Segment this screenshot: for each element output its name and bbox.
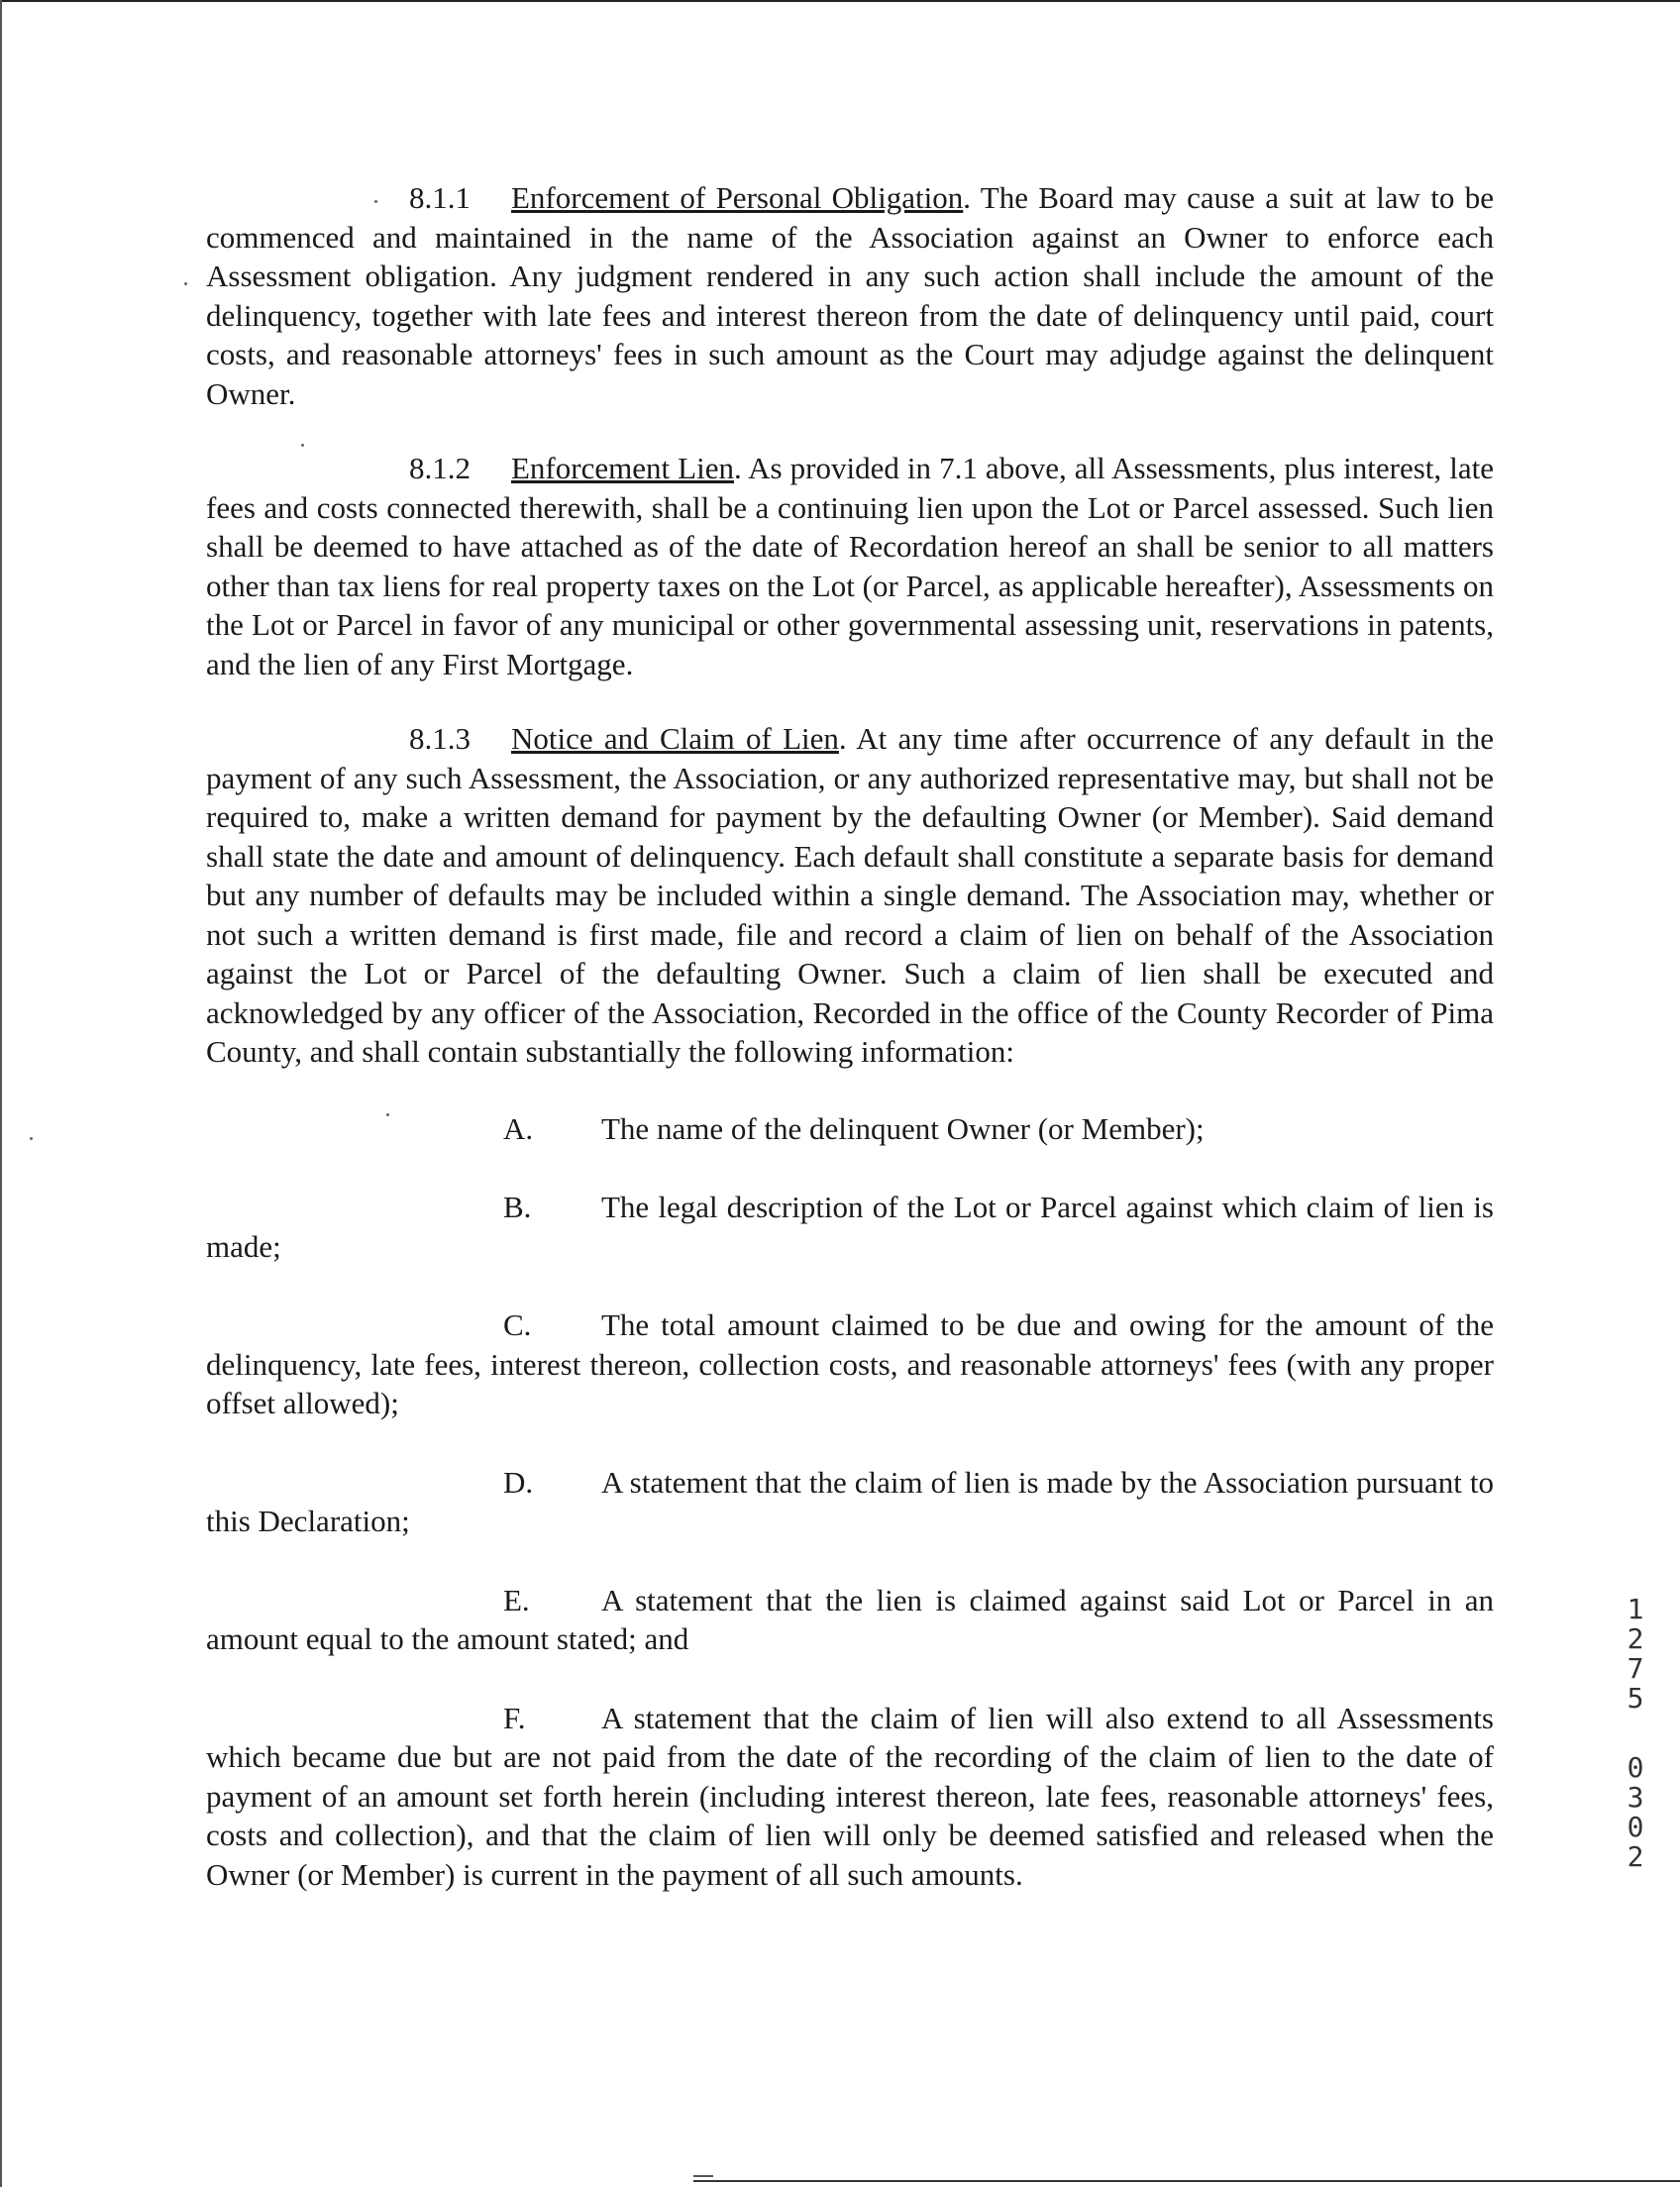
section-8-1-3	[206, 719, 1494, 1072]
section-text: . As provided in 7.1 above, all Assessments, plus interest, late fees and costs connected therewith, shall be a continuing lien upon the Lot or Parcel assessed. Such lien shall be deemed to have attached as of the date of Recordation hereof an shall be senior to all matters other than tax liens for real property taxes on the Lot (or Parcel, as applicable hereafter), Assessments on the Lot or Parcel in favor of any municipal or other governmental assessing unit, reservations in patents, and the lien of any First Mortgage.	[206, 451, 1494, 681]
item-letter: B.	[503, 1190, 532, 1224]
stamp-group-2: 0302	[1627, 1751, 1644, 1873]
section-text: . At any time after occurrence of any default in the payment of any such Assessment, the Association, or any authorized representative may, but shall not be required to, make a written demand for payment by the defaulting Owner (or Member). Said demand shall state the date and amount of delinquency. Each default shall constitute a separate basis for demand but any number of defaults may be included within a single demand. The Association may, whether or not such a written demand is first made, file and record a claim of lien on behalf of the Association against the Lot or Parcel of the defaulting Owner. Such a claim of lien shall be executed and acknowledged by any officer of the Association, Recorded in the office of the County Recorder of Pima County, and shall contain substantially the following information:	[206, 721, 1494, 1069]
scan-speck	[374, 200, 377, 203]
item-letter: F.	[503, 1700, 526, 1735]
item-letter: C.	[503, 1307, 532, 1342]
list-item-a	[206, 1109, 1494, 1149]
item-letter: E.	[503, 1582, 530, 1617]
section-8-1-1	[206, 178, 1494, 413]
list-item-d	[206, 1463, 1494, 1541]
left-border-line	[0, 0, 2, 2187]
section-number: 8.1.2	[409, 451, 471, 485]
section-8-1-2	[206, 449, 1494, 683]
list-item-f	[206, 1699, 1494, 1895]
bottom-tick	[693, 2175, 713, 2177]
top-border-line	[0, 0, 1680, 2]
section-title: Notice and Claim of Lien	[511, 721, 839, 756]
item-text: A statement that the claim of lien will also extend to all Assessments which became due but are not paid from the date of the recording of the claim of lien to the date of payment of an amount set forth herein (including interest thereon, late fees, reasonable attorneys' fees, costs and collection), and that the claim of lien will only be deemed satisfied and released when the Owner (or Member) is current in the payment of all such amounts.	[206, 1700, 1494, 1892]
list-item-e	[206, 1581, 1494, 1659]
item-text: A statement that the lien is claimed against said Lot or Parcel in an amount equal to the amount stated; and	[206, 1582, 1494, 1656]
list-item-b	[206, 1188, 1494, 1266]
item-text: The legal description of the Lot or Parcel against which claim of lien is made;	[206, 1190, 1494, 1264]
scan-speck	[30, 1137, 33, 1140]
section-text: . The Board may cause a suit at law to be commenced and maintained in the name of the Association against an Owner to enforce each Assessment obligation. Any judgment rendered in any such action shall include the amount of the delinquency, together with late fees and interest thereon from the date of delinquency until paid, court costs, and reasonable attorneys' fees in such amount as the Court may adjudge against the delinquent Owner.	[206, 180, 1494, 411]
stamp-group-1: 1275	[1627, 1593, 1644, 1715]
list-item-c	[206, 1305, 1494, 1423]
scan-speck	[184, 282, 187, 285]
document-body	[206, 178, 1494, 1933]
section-title: Enforcement Lien	[511, 451, 734, 485]
section-number: 8.1.1	[409, 180, 471, 215]
item-text: The total amount claimed to be due and owing for the amount of the delinquency, late fees, interest thereon, collection costs, and reasonable attorneys' fees (with any proper offset allowed);	[206, 1307, 1494, 1420]
scan-speck	[301, 444, 304, 447]
item-letter: A.	[503, 1110, 534, 1146]
bottom-border-line	[693, 2180, 1680, 2182]
item-letter: D.	[503, 1464, 534, 1500]
item-text: A statement that the claim of lien is made by the Association pursuant to this Declaration;	[206, 1464, 1494, 1538]
recording-stamp	[1622, 1595, 1649, 1872]
item-text: The name of the delinquent Owner (or Member);	[601, 1110, 1205, 1146]
section-title: Enforcement of Personal Obligation	[511, 180, 964, 215]
scan-speck	[386, 1113, 389, 1116]
section-number: 8.1.3	[409, 721, 471, 756]
